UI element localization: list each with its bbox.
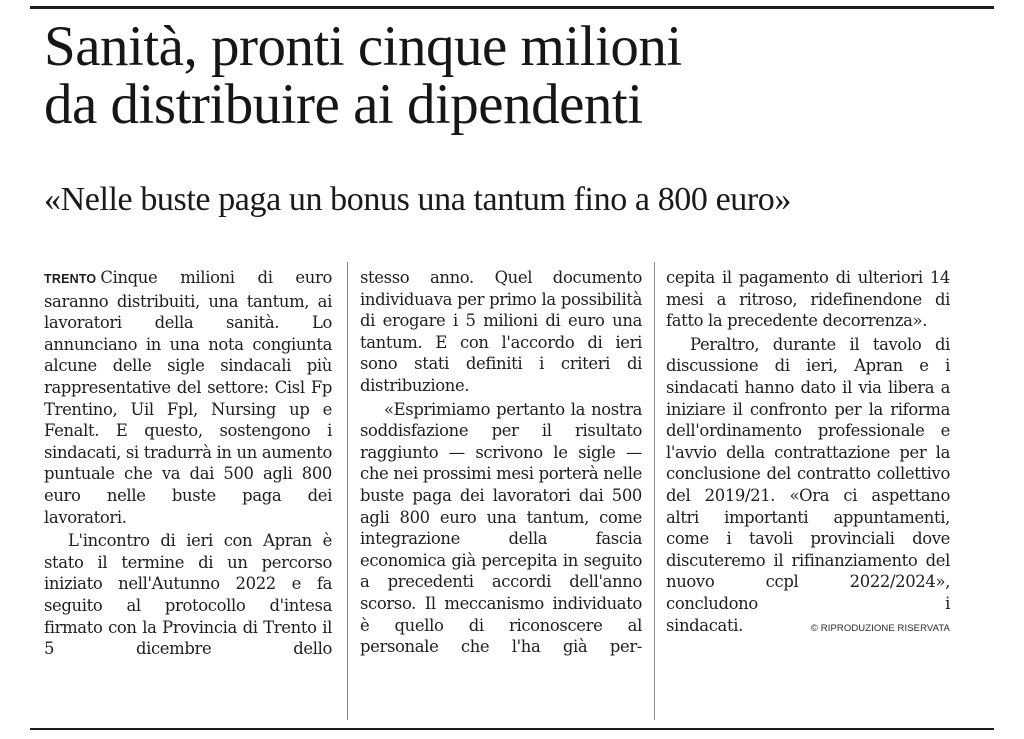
subheadline: «Nelle buste paga un bonus una tantum fino a 800 euro» [44, 181, 792, 218]
article-column-3 [666, 267, 950, 639]
paragraph-5: cepita il pagamento di ulteriori 14 mesi a ritroso, ridefinendone di fatto la precedente decorrenza». [666, 268, 950, 331]
top-rule [30, 6, 994, 9]
paragraph-1 [44, 267, 332, 528]
column-separator-1 [347, 262, 348, 720]
paragraph-3: stesso anno. Quel documento individuava per primo la possibilità di erogare i 5 milioni di euro una tantum. E con l'accordo di ieri sono stati definiti i criteri di distribuzione. [360, 268, 642, 395]
paragraph-2: L'incontro di ieri con Apran è stato il termine di un percorso iniziato nell'Autunno 2022 e fa seguito al protocollo d'intesa firmato con la Provincia di Trento il 5 dicembre dello [44, 531, 332, 659]
bottom-rule [30, 728, 994, 730]
closing-line [666, 615, 950, 640]
paragraph-4: «Esprimiamo pertanto la nostra soddisfazione per il risultato raggiunto — scrivono le sigle — che nei prossimi mesi porterà nelle buste paga dei lavoratori dai 500 agli 800 euro una tantum, come integrazione della fascia economica già percepita in seguito a precedenti accordi dell'anno scorso. Il meccanismo individuato è quello di riconoscere al personale che l'ha già per- [360, 399, 642, 657]
column-separator-2 [654, 262, 655, 720]
headline-line-2: da distribuire ai dipendenti [44, 73, 643, 136]
headline [44, 15, 984, 136]
paragraph-6: Peraltro, durante il tavolo di discussione di ieri, Apran e i sindacati hanno dato il via libera a iniziare il confronto per la riforma dell'ordinamento professionale e l'avvio della contrattazione per la conclusione del contratto collettivo del 2019/21. «Ora ci aspettano altri importanti appuntamenti, come i tavoli provinciali dove discuteremo il rifinanziamento del nuovo ccpl 2022/2024», concludono i [666, 334, 950, 613]
headline-line-1: Sanità, pronti cinque milioni [44, 15, 682, 78]
closing-word: sindacati. [666, 615, 743, 635]
paragraph-1-text: Cinque milioni di euro saranno distribuiti, una tantum, ai lavoratori della sanità. Lo annunciano in una nota congiunta alcune delle sigle sindacali più rappresentative del settore: Cisl Fp Trentino, Uil Fpl, Nursing up e Fenalt. E questo, sostengono i sindacati, si tradurrà in un aumento puntuale che va dai 500 agli 800 euro nelle buste paga dei lavoratori. [44, 268, 332, 527]
copyright-notice: © RIPRODUZIONE RISERVATA [810, 622, 950, 634]
dateline: TRENTO [44, 272, 97, 286]
article-column-2 [360, 267, 642, 658]
article-column-1 [44, 267, 332, 660]
